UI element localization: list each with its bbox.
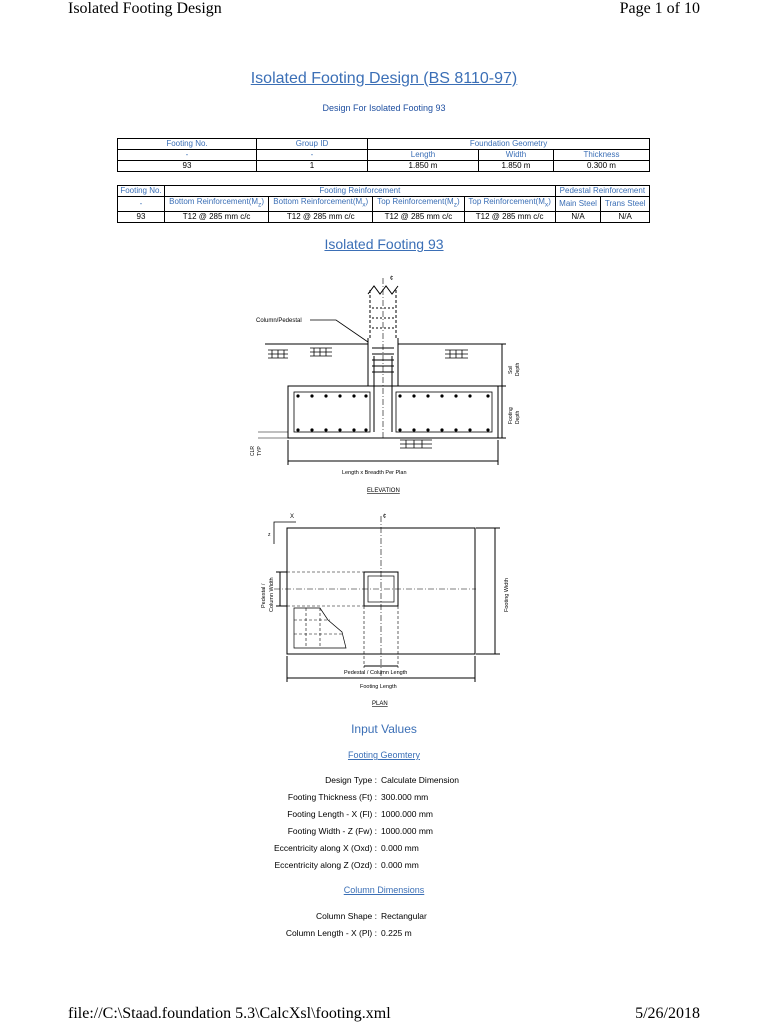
table-header: Pedestal Reinforcement [555,186,649,197]
column-list [0,909,768,940]
field-label: Design Type : [325,775,377,785]
table-cell: 1 [257,161,368,172]
header-bottom-z: Bottom Reinforcement(M [273,197,363,206]
field-value: 0.225 m [381,928,412,938]
input-values-title: Input Values [351,722,417,736]
field-label: Footing Width - Z (Fw) : [287,826,377,836]
subscript: x [544,201,549,209]
table-cell: T12 @ 285 mm c/c [269,211,373,222]
table-cell: T12 @ 285 mm c/c [373,211,464,222]
column-dimensions-title: Column Dimensions [343,885,425,895]
plan-drawing [250,508,520,708]
field-label: Column Shape : [316,911,377,921]
list-item [0,926,768,940]
table-header: Footing Reinforcement [165,186,556,197]
x-axis-label: X [290,514,295,520]
table-cell: 1.850 m [368,161,479,172]
table-header: Group ID [257,139,368,150]
table-cell: 93 [118,211,165,222]
rebar-dots [296,394,489,431]
table-header: Top $Reinforcement(M_x)$ [464,197,555,212]
elevation-drawing [240,268,540,498]
clr-label: CLR [250,445,256,456]
table-header: Footing No. [118,186,165,197]
document-subtitle: Design For Isolated Footing 93 [322,103,446,113]
footing-length-label: Footing Length [360,684,397,690]
footing-depth-label-2: Depth [515,410,521,424]
subscript: z [453,201,458,209]
list-item [0,858,768,872]
footing-depth-label: Footing [508,407,514,424]
column-pedestal-label: Column/Pedestal [256,318,302,324]
footing-geometry-title: Footing Geomtery [347,750,421,760]
pedestal-width-label-2: Column Width [269,577,275,612]
rebar-outline [396,392,492,432]
subscript: z [258,201,262,209]
geometry-list [0,773,768,872]
table-header: Thickness [554,150,650,161]
typ-label: TYP [257,446,263,456]
geometry-table [117,138,650,172]
table-cell: 0.300 m [554,161,650,172]
table-row [118,139,650,150]
table-row [118,161,650,172]
leader-line [310,320,368,342]
table-cell: - [118,197,165,212]
table-cell: - [257,150,368,161]
table-header: Top $Reinforcement(M_z)$ [373,197,464,212]
pedestal-length-label: Pedestal / Column Length [344,670,408,676]
z-axis-label: z [268,532,271,538]
field-value: Rectangular [381,911,427,921]
list-item [0,841,768,855]
list-item [0,824,768,838]
header-bottom-x: Bottom Reinforcement(M [169,197,259,206]
header-top-z: Top Reinforcement(M [468,197,545,206]
table-cell: 1.850 m [479,161,554,172]
table-header: Main Steel [555,197,601,212]
plan-caption: PLAN [372,701,388,707]
length-breadth-label: Length x Breadth Per Plan [342,470,407,476]
table-cell: 93 [118,161,257,172]
centerline-label: ¢ [390,276,394,282]
footer-date: 5/26/2018 [635,1005,700,1022]
list-item [0,909,768,923]
document-title: Isolated Footing Design (BS 8110-97) [250,70,518,87]
table-header: Footing No. [118,139,257,150]
figure-title: Isolated Footing 93 [324,236,444,252]
field-label: Eccentricity along Z (Ozd) : [274,860,377,870]
table-cell: T12 @ 285 mm c/c [165,211,269,222]
list-item [0,807,768,821]
footing-width-label: Footing Width [504,578,510,612]
table-cell: N/A [555,211,601,222]
field-value: 0.000 mm [381,843,419,853]
list-item [0,790,768,804]
footing-outline [288,386,498,438]
centerline-label: ¢ [383,514,387,520]
table-header: Foundation Geometry [368,139,650,150]
field-label: Footing Thickness (Ft) : [287,792,377,802]
table-header: Bottom $Reinforcement(M_x)$ [269,197,373,212]
field-value: Calculate Dimension [381,775,459,785]
header-top-x: Top Reinforcement(M [377,197,454,206]
table-header: Width [479,150,554,161]
field-label: Footing Length - X (Fl) : [287,809,377,819]
pedestal-width-label: Pedestal / [261,583,267,608]
table-cell: - [118,150,257,161]
field-value: 1000.000 mm [381,809,433,819]
soil-depth-label: Soil [508,365,514,374]
page-header-title: Isolated Footing Design [68,0,222,17]
table-row [118,150,650,161]
table-row [118,211,650,222]
table-header: Bottom $Reinforcement(M_z)$ [165,197,269,212]
field-value: 300.000 mm [381,792,429,802]
soil-depth-label-2: Depth [515,362,521,376]
elevation-caption: ELEVATION [367,488,400,494]
reinforcement-table [117,185,650,223]
list-item [0,773,768,787]
field-value: 1000.000 mm [381,826,433,836]
field-label: Eccentricity along X (Oxd) : [274,843,377,853]
page-number: Page 1 of 10 [619,0,700,17]
rebar-outline [294,392,370,432]
table-row [118,197,650,212]
field-label: Column Length - X (Pl) : [285,928,377,938]
table-cell: N/A [601,211,650,222]
footer-path: file://C:\Staad.foundation 5.3\CalcXsl\footing.xml [68,1005,391,1022]
table-header: Trans Steel [601,197,650,212]
field-value: 0.000 mm [381,860,419,870]
table-cell: T12 @ 285 mm c/c [464,211,555,222]
table-header: Length [368,150,479,161]
table-row [118,186,650,197]
subscript: x [362,201,366,209]
axis-symbol [274,522,296,544]
